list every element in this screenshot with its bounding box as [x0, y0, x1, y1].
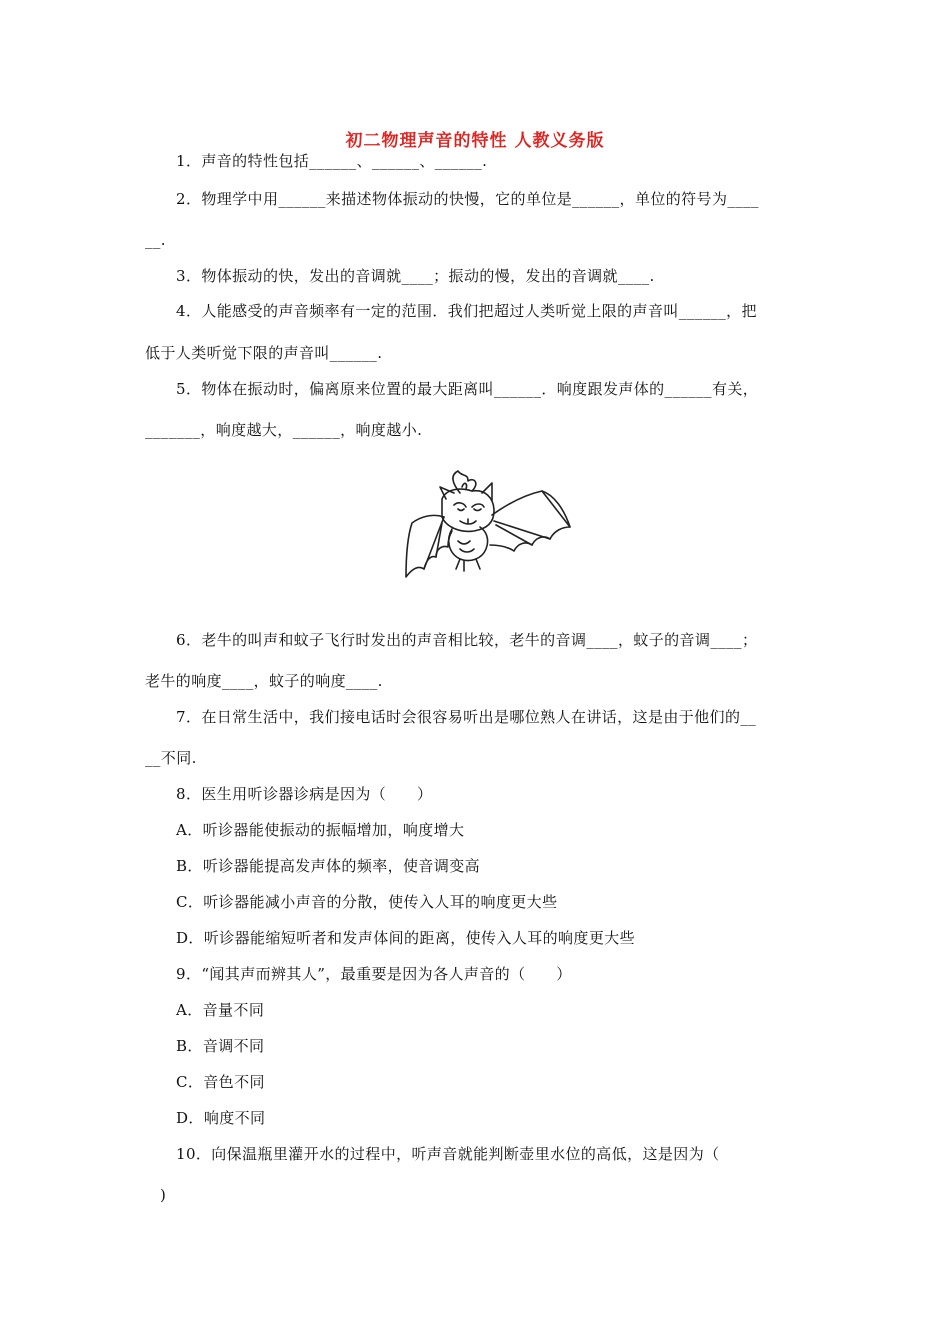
question-2: 2．物理学中用______来描述物体振动的快慢，它的单位是______，单位的符号为____ [176, 190, 759, 208]
question-4: 4．人能感受的声音频率有一定的范围．我们把超过人类听觉上限的声音叫______，把 [176, 302, 757, 320]
question-3: 3．物体振动的快，发出的音调就____；振动的慢，发出的音调就____. [176, 267, 655, 285]
question-9-option-c: C．音色不同 [176, 1073, 265, 1091]
question-7: 7．在日常生活中，我们接电话时会很容易听出是哪位熟人在讲话，这是由于他们的__ [176, 708, 757, 726]
question-2-continued: __. [145, 231, 166, 249]
question-8-option-b: B．听诊器能提高发声体的频率，使音调变高 [176, 857, 481, 875]
question-8-option-a: A．听诊器能使振动的振幅增加，响度增大 [176, 821, 465, 839]
question-8-option-d: D．听诊器能缩短听者和发声体间的距离，使传入人耳的响度更大些 [176, 929, 636, 947]
question-9-option-a: A．音量不同 [176, 1001, 265, 1019]
question-9-option-b: B．音调不同 [176, 1037, 265, 1055]
question-6-continued: 老牛的响度____，蚊子的响度____. [145, 672, 383, 690]
question-10-continued: ) [160, 1186, 167, 1204]
question-5-continued: _______，响度越大，______，响度越小. [145, 421, 423, 439]
question-4-continued: 低于人类听觉下限的声音叫______. [145, 344, 383, 362]
question-1: 1．声音的特性包括______、______、______. [176, 152, 488, 170]
question-9-option-d: D．响度不同 [176, 1109, 266, 1127]
question-8-option-c: C．听诊器能减小声音的分散，使传入人耳的响度更大些 [176, 893, 558, 911]
question-7-continued: __不同. [145, 749, 197, 767]
page-title: 初二物理声音的特性 人教义务版 [345, 131, 605, 151]
question-10: 10．向保温瓶里灌开水的过程中，听声音就能判断壶里水位的高低，这是因为（ [176, 1145, 720, 1163]
bat-cartoon-icon [402, 465, 574, 595]
question-6: 6．老牛的叫声和蚊子飞行时发出的声音相比较，老牛的音调____，蚊子的音调____； [176, 631, 758, 649]
question-8: 8．医生用听诊器诊病是因为（ ） [176, 785, 433, 803]
question-5: 5．物体在振动时，偏离原来位置的最大距离叫______．响度跟发声体的______有关， [176, 380, 759, 398]
question-9: 9．“闻其声而辨其人”，最重要是因为各人声音的（ ） [176, 965, 572, 983]
